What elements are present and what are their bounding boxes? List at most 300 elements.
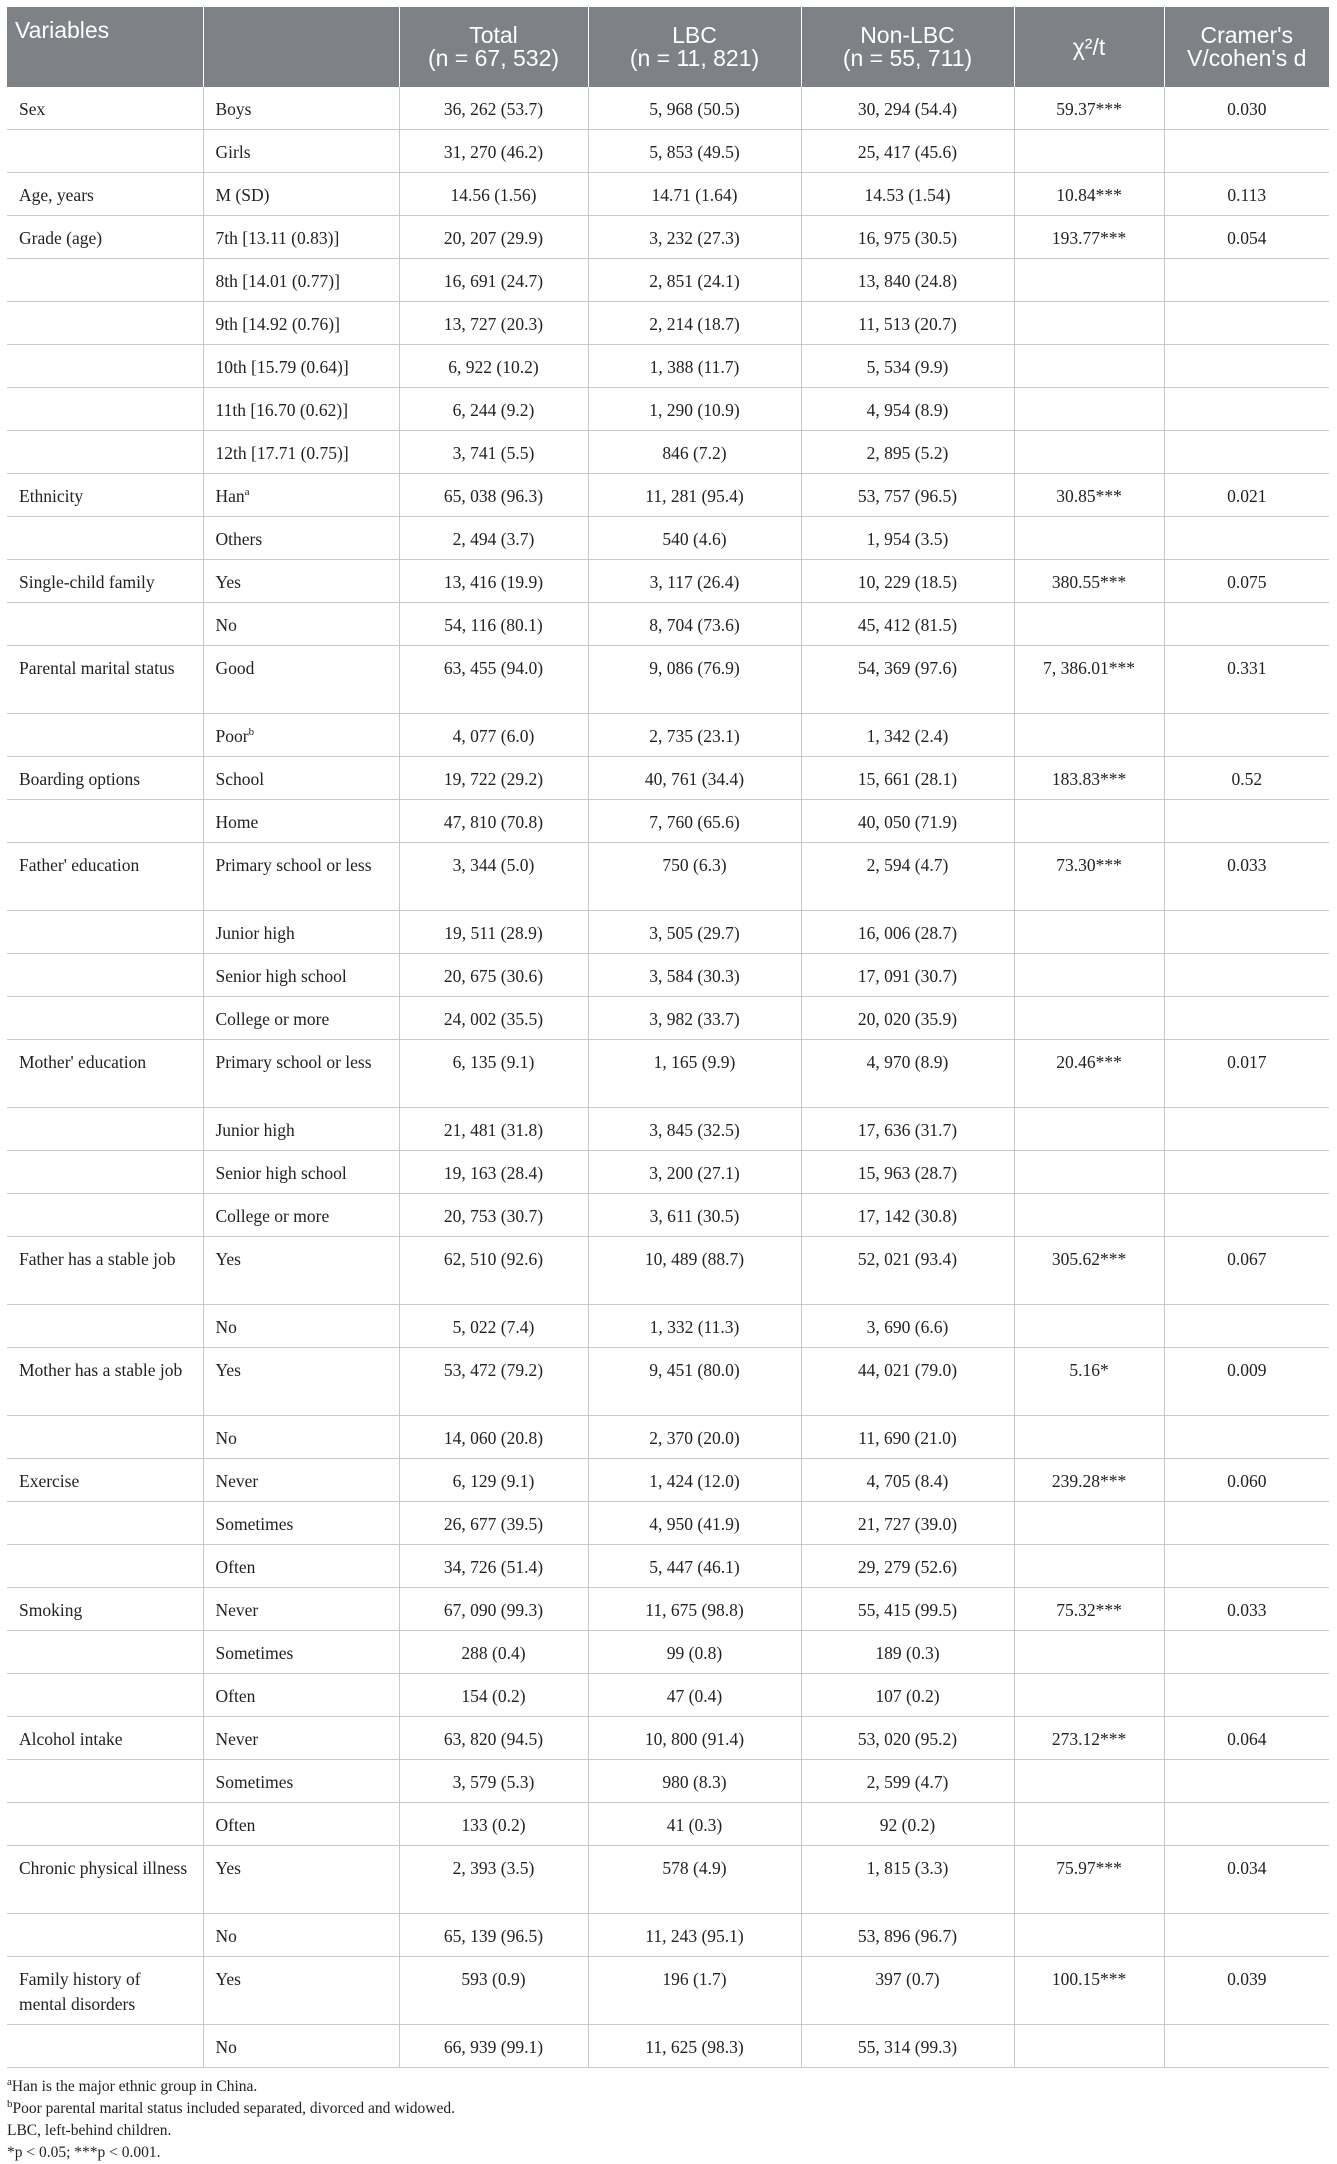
cell-stat [1014,1237,1164,1305]
cell-nonlbc-text: 1, 815 (3.3) [866,1858,949,1878]
footnote [7,2120,1329,2142]
cell-category-text: 11th [16.70 (0.62)] [215,400,349,420]
cell-category [203,302,399,345]
cell-effect-text: 0.331 [1227,658,1267,678]
cell-lbc [588,259,801,302]
footnote-text: Poor parental marital status included separated, divorced and widowed. [12,2100,455,2117]
table-row [7,388,1329,431]
cell-variable [7,1459,203,1502]
cell-total [399,1194,588,1237]
cell-variable [7,997,203,1040]
cell-variable [7,302,203,345]
cell-variable [7,1631,203,1674]
cell-effect [1164,1631,1329,1674]
cell-lbc-text: 3, 982 (33.7) [649,1009,740,1029]
cell-variable-text: Chronic physical illness [19,1858,188,1878]
table-container [7,7,1329,2164]
cell-nonlbc-text: 54, 369 (97.6) [857,658,958,678]
cell-total-text: 6, 922 (10.2) [448,357,539,377]
cell-effect [1164,1957,1329,2025]
cell-variable [7,216,203,259]
cell-variable [7,646,203,714]
cell-category-text: Yes [215,1249,241,1269]
cell-variable [7,1957,203,2025]
cell-total-text: 16, 691 (24.7) [443,271,544,291]
cell-variable [7,1760,203,1803]
table-row [7,216,1329,259]
cell-stat [1014,1957,1164,2025]
cell-category-text: 12th [17.71 (0.75)] [215,443,349,463]
cell-stat [1014,517,1164,560]
cell-category-text: Primary school or less [215,855,372,875]
cell-lbc [588,474,801,517]
cell-effect-text: 0.017 [1227,1052,1267,1072]
table-row [7,1459,1329,1502]
cell-lbc-text: 11, 281 (95.4) [645,486,744,506]
cell-category-text: 7th [13.11 (0.83)] [215,228,340,248]
cell-total [399,1803,588,1846]
cell-nonlbc [801,757,1014,800]
cell-category [203,1040,399,1108]
cell-lbc [588,1108,801,1151]
cell-total-text: 26, 677 (39.5) [443,1514,544,1534]
header-lbc [588,7,801,87]
cell-lbc [588,1545,801,1588]
cell-category [203,1846,399,1914]
cell-category [203,1108,399,1151]
cell-lbc [588,1631,801,1674]
cell-effect-text: 0.52 [1231,769,1263,789]
footnote [7,2098,1329,2120]
cell-nonlbc [801,216,1014,259]
cell-total-text: 6, 135 (9.1) [452,1052,535,1072]
cell-lbc [588,757,801,800]
table-row [7,714,1329,757]
cell-total [399,388,588,431]
cell-lbc [588,1760,801,1803]
cell-lbc-text: 1, 424 (12.0) [649,1471,740,1491]
cell-lbc-text: 3, 232 (27.3) [649,228,740,248]
cell-effect [1164,800,1329,843]
cell-variable [7,1846,203,1914]
cell-nonlbc-text: 55, 415 (99.5) [857,1600,958,1620]
table-row [7,1040,1329,1108]
cell-category-text: College or more [215,1206,330,1226]
cell-total-text: 65, 139 (96.5) [443,1926,544,1946]
cell-nonlbc [801,843,1014,911]
cell-total [399,173,588,216]
cell-category-text: No [215,2037,237,2057]
footnote-marker: a [7,2075,12,2088]
cell-total [399,1502,588,1545]
cell-nonlbc-text: 40, 050 (71.9) [857,812,958,832]
cell-total [399,1108,588,1151]
cell-lbc [588,1040,801,1108]
cell-nonlbc-text: 16, 006 (28.7) [857,923,958,943]
footnote [7,2076,1329,2098]
cell-lbc-text: 540 (4.6) [662,529,727,549]
cell-category [203,1803,399,1846]
cell-total-text: 2, 393 (3.5) [452,1858,535,1878]
cell-total [399,1846,588,1914]
cell-lbc-text: 3, 117 (26.4) [649,572,740,592]
cell-variable [7,603,203,646]
cell-effect [1164,1914,1329,1957]
cell-category [203,1717,399,1760]
cell-effect [1164,1760,1329,1803]
cell-lbc [588,1151,801,1194]
cell-nonlbc [801,1348,1014,1416]
cell-lbc-text: 750 (6.3) [662,855,727,875]
cell-variable-text: Mother has a stable job [19,1360,183,1380]
table-row [7,1717,1329,1760]
cell-nonlbc [801,1717,1014,1760]
cell-stat [1014,1151,1164,1194]
cell-effect [1164,1803,1329,1846]
cell-total-text: 20, 753 (30.7) [443,1206,544,1226]
cell-effect [1164,87,1329,130]
cell-variable [7,1588,203,1631]
cell-nonlbc-text: 15, 963 (28.7) [857,1163,958,1183]
cell-stat [1014,954,1164,997]
header-lbc-n: (n = 11, 821) [629,45,760,71]
cell-nonlbc [801,1194,1014,1237]
table-row [7,1502,1329,1545]
cell-effect-text: 0.067 [1227,1249,1267,1269]
footnotes [7,2076,1329,2164]
cell-stat-text: 100.15*** [1051,1969,1127,1989]
cell-lbc [588,173,801,216]
cell-nonlbc [801,2025,1014,2068]
cell-category [203,800,399,843]
cell-nonlbc-text: 45, 412 (81.5) [857,615,958,635]
cell-category-text: Sometimes [215,1643,294,1663]
cell-effect [1164,1502,1329,1545]
cell-stat-text: 273.12*** [1051,1729,1127,1749]
cell-effect-text: 0.009 [1227,1360,1267,1380]
cell-total [399,1588,588,1631]
cell-stat-text: 75.32*** [1056,1600,1122,1620]
table-row [7,843,1329,911]
cell-category-text: Good [215,658,255,678]
cell-stat [1014,714,1164,757]
cell-stat [1014,1348,1164,1416]
cell-effect [1164,1416,1329,1459]
cell-lbc-text: 1, 388 (11.7) [649,357,740,377]
cell-stat [1014,302,1164,345]
cell-category [203,646,399,714]
cell-stat [1014,1545,1164,1588]
cell-variable-text: Father has a stable job [19,1249,176,1269]
cell-effect [1164,216,1329,259]
cell-total [399,1459,588,1502]
cell-total-text: 133 (0.2) [461,1815,526,1835]
cell-effect [1164,714,1329,757]
cell-category-text: Never [215,1729,259,1749]
cell-total-text: 24, 002 (35.5) [443,1009,544,1029]
cell-variable [7,800,203,843]
table-row [7,1588,1329,1631]
cell-category-text: Often [215,1815,256,1835]
cell-nonlbc [801,259,1014,302]
cell-total [399,1305,588,1348]
cell-category [203,1588,399,1631]
cell-nonlbc-text: 11, 690 (21.0) [858,1428,957,1448]
cell-total [399,560,588,603]
cell-lbc [588,130,801,173]
cell-variable [7,87,203,130]
cell-stat-text: 305.62*** [1051,1249,1127,1269]
cell-nonlbc [801,302,1014,345]
cell-category-text: Often [215,1557,256,1577]
cell-category-text: Yes [215,1858,241,1878]
cell-lbc [588,1459,801,1502]
cell-nonlbc [801,1040,1014,1108]
cell-variable [7,1416,203,1459]
cell-nonlbc-text: 55, 314 (99.3) [857,2037,958,2057]
cell-effect [1164,517,1329,560]
footnote-text: Han is the major ethnic group in China. [11,2078,258,2095]
cell-lbc-text: 7, 760 (65.6) [649,812,740,832]
cell-nonlbc [801,474,1014,517]
cell-total-text: 53, 472 (79.2) [443,1360,544,1380]
cell-nonlbc-text: 4, 954 (8.9) [866,400,949,420]
cell-category [203,1957,399,2025]
table-body [7,87,1329,2068]
cell-variable [7,388,203,431]
cell-stat [1014,1846,1164,1914]
cell-lbc-text: 41 (0.3) [666,1815,723,1835]
cell-lbc [588,1194,801,1237]
cell-lbc [588,954,801,997]
cell-variable [7,259,203,302]
table-row [7,1305,1329,1348]
cell-variable [7,560,203,603]
cell-lbc [588,1588,801,1631]
cell-effect-text: 0.060 [1227,1471,1267,1491]
cell-total [399,646,588,714]
cell-variable [7,1108,203,1151]
cell-total-text: 3, 741 (5.5) [452,443,535,463]
cell-stat [1014,800,1164,843]
cell-nonlbc-text: 53, 757 (96.5) [857,486,958,506]
cell-nonlbc [801,1957,1014,2025]
cell-variable [7,1803,203,1846]
cell-total [399,1348,588,1416]
cell-effect-text: 0.054 [1227,228,1267,248]
footnote-text: *p < 0.05; ***p < 0.001. [7,2144,161,2161]
cell-effect [1164,259,1329,302]
cell-lbc [588,560,801,603]
cell-category-text: Boys [215,99,252,119]
cell-total-text: 14, 060 (20.8) [443,1428,544,1448]
cell-nonlbc-text: 16, 975 (30.5) [857,228,958,248]
cell-nonlbc [801,1588,1014,1631]
cell-nonlbc-text: 92 (0.2) [879,1815,936,1835]
footnote-marker: a [244,486,250,499]
table-row [7,646,1329,714]
cell-category [203,1237,399,1305]
cell-lbc [588,1674,801,1717]
cell-category-text: Girls [215,142,251,162]
cell-total-text: 6, 129 (9.1) [452,1471,535,1491]
cell-stat-text: 75.97*** [1056,1858,1122,1878]
cell-lbc-text: 2, 214 (18.7) [649,314,740,334]
cell-total-text: 54, 116 (80.1) [444,615,543,635]
cell-lbc-text: 3, 611 (30.5) [649,1206,740,1226]
cell-category [203,1674,399,1717]
cell-lbc [588,431,801,474]
cell-effect [1164,997,1329,1040]
cell-nonlbc [801,1416,1014,1459]
cell-category [203,1502,399,1545]
cell-category-text: Poor [215,726,249,746]
cell-total-text: 66, 939 (99.1) [443,2037,544,2057]
cell-nonlbc [801,1803,1014,1846]
cell-total-text: 63, 820 (94.5) [443,1729,544,1749]
cell-stat-text: 59.37*** [1056,99,1122,119]
cell-nonlbc-text: 17, 091 (30.7) [857,966,958,986]
cell-stat [1014,603,1164,646]
cell-nonlbc [801,1846,1014,1914]
cell-total [399,997,588,1040]
cell-variable-text: Single-child family [19,572,155,592]
cell-stat [1014,87,1164,130]
cell-effect-text: 0.033 [1227,1600,1267,1620]
cell-variable [7,1914,203,1957]
cell-effect [1164,646,1329,714]
cell-category [203,259,399,302]
cell-category [203,1194,399,1237]
cell-total-text: 63, 455 (94.0) [443,658,544,678]
cell-effect [1164,1237,1329,1305]
cell-effect [1164,1588,1329,1631]
cell-stat [1014,911,1164,954]
table-row [7,1674,1329,1717]
cell-lbc [588,1717,801,1760]
cell-category [203,1416,399,1459]
cell-nonlbc [801,911,1014,954]
cell-category-text: Senior high school [215,1163,347,1183]
cell-category-text: Yes [215,572,241,592]
cell-total [399,954,588,997]
cell-category [203,87,399,130]
cell-category-text: Yes [215,1969,241,1989]
cell-nonlbc-text: 13, 840 (24.8) [857,271,958,291]
cell-total-text: 34, 726 (51.4) [443,1557,544,1577]
cell-nonlbc [801,517,1014,560]
cell-nonlbc-text: 14.53 (1.54) [864,185,951,205]
header-category [203,7,399,87]
cell-lbc [588,1914,801,1957]
cell-total-text: 14.56 (1.56) [450,185,537,205]
cell-variable [7,1194,203,1237]
cell-effect [1164,560,1329,603]
table-row [7,1151,1329,1194]
cell-category-text: College or more [215,1009,330,1029]
cell-stat-text: 5.16* [1069,1360,1109,1380]
cell-lbc [588,1957,801,2025]
cell-variable [7,2025,203,2068]
cell-stat [1014,1502,1164,1545]
cell-variable [7,1040,203,1108]
cell-category-text: Junior high [215,923,295,943]
header-variables: Variables [7,7,203,87]
table-row [7,431,1329,474]
cell-lbc-text: 980 (8.3) [662,1772,727,1792]
table-row [7,800,1329,843]
cell-nonlbc-text: 1, 342 (2.4) [866,726,949,746]
cell-stat [1014,474,1164,517]
cell-variable [7,911,203,954]
cell-lbc-text: 5, 447 (46.1) [649,1557,740,1577]
cell-lbc [588,302,801,345]
cell-category [203,345,399,388]
cell-stat [1014,843,1164,911]
cell-effect [1164,388,1329,431]
cell-nonlbc-text: 3, 690 (6.6) [866,1317,949,1337]
cell-nonlbc-text: 4, 970 (8.9) [866,1052,949,1072]
cell-total-text: 67, 090 (99.3) [443,1600,544,1620]
cell-total-text: 19, 722 (29.2) [443,769,544,789]
cell-lbc-text: 5, 853 (49.5) [649,142,740,162]
cell-stat [1014,646,1164,714]
cell-variable [7,345,203,388]
cell-nonlbc [801,560,1014,603]
cell-lbc [588,714,801,757]
table-row [7,1545,1329,1588]
cell-stat [1014,1194,1164,1237]
cell-total [399,843,588,911]
cell-nonlbc-text: 2, 895 (5.2) [866,443,949,463]
header-total-n: (n = 67, 532) [427,45,560,71]
cell-effect [1164,302,1329,345]
cell-total [399,216,588,259]
cell-variable [7,714,203,757]
cell-nonlbc [801,714,1014,757]
cell-total [399,345,588,388]
cell-category [203,1631,399,1674]
cell-category-text: Senior high school [215,966,347,986]
cell-total [399,517,588,560]
cell-nonlbc-text: 44, 021 (79.0) [857,1360,958,1380]
cell-effect [1164,1194,1329,1237]
cell-variable [7,173,203,216]
cell-category [203,173,399,216]
cell-variable [7,757,203,800]
cell-lbc [588,843,801,911]
cell-nonlbc-text: 5, 534 (9.9) [866,357,949,377]
cell-stat [1014,1416,1164,1459]
header-stat: χ²/t [1014,7,1164,87]
cell-lbc [588,1846,801,1914]
cell-variable [7,130,203,173]
cell-category-text: No [215,1428,237,1448]
table-row [7,997,1329,1040]
cell-stat [1014,1631,1164,1674]
cell-stat [1014,1459,1164,1502]
cell-nonlbc-text: 2, 599 (4.7) [866,1772,949,1792]
cell-nonlbc [801,87,1014,130]
cell-lbc-text: 3, 505 (29.7) [649,923,740,943]
cell-total [399,130,588,173]
cell-total [399,800,588,843]
table-row [7,1348,1329,1416]
cell-stat [1014,431,1164,474]
cell-lbc-text: 1, 290 (10.9) [649,400,740,420]
cell-variable [7,843,203,911]
cell-lbc-text: 1, 165 (9.9) [653,1052,736,1072]
